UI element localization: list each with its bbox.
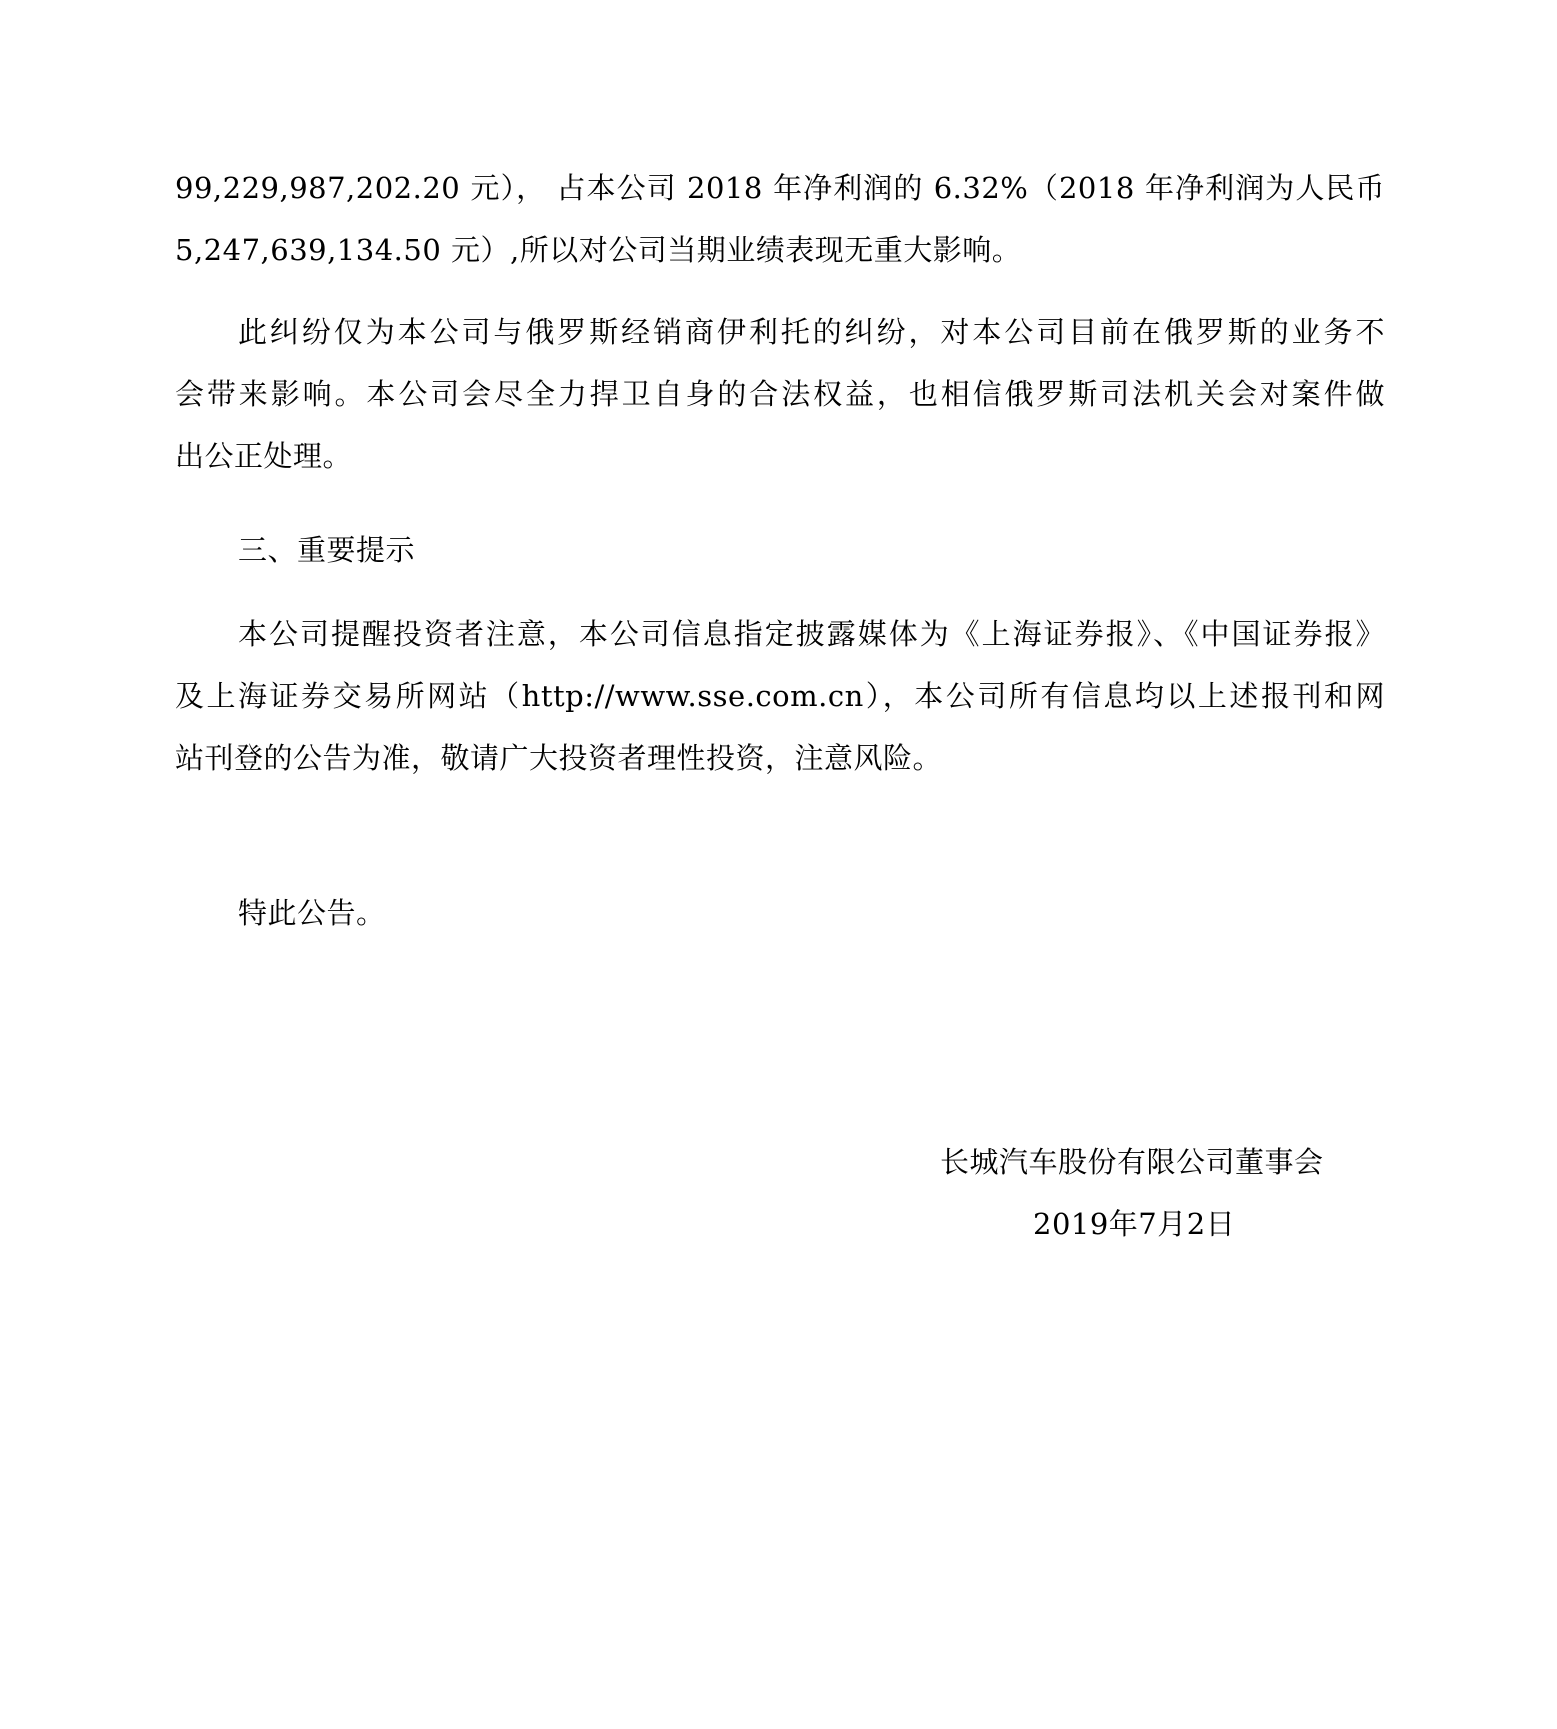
- paragraph-1-line-2: 5,247,639,134.50 元）,所以对公司当期业绩表现无重大影响。: [175, 233, 1022, 267]
- paragraph-1-line-1: 99,229,987,202.20 元）， 占本公司 2018 年净利润的 6.32%（2018 年净利润为人民币: [175, 171, 1385, 205]
- paragraph-2-line-1: 此纠纷仅为本公司与俄罗斯经销商伊利托的纠纷，对本公司目前在俄罗斯的业务不: [238, 315, 1385, 349]
- section-heading: 三、重要提示: [238, 533, 416, 567]
- closing-statement: 特此公告。: [238, 896, 386, 930]
- paragraph-3-line-2: 及上海证券交易所网站（http://www.sse.com.cn），本公司所有信息均以上述报刊和网: [175, 679, 1385, 713]
- signature-date: 2019年7月2日: [1033, 1207, 1236, 1241]
- paragraph-3-line-3: 站刊登的公告为准，敬请广大投资者理性投资，注意风险。: [175, 741, 943, 775]
- paragraph-3-line-1: 本公司提醒投资者注意，本公司信息指定披露媒体为《上海证券报》、《中国证券报》: [238, 617, 1385, 651]
- paragraph-2-line-2: 会带来影响。本公司会尽全力捍卫自身的合法权益，也相信俄罗斯司法机关会对案件做: [175, 377, 1385, 411]
- signature-company: 长城汽车股份有限公司董事会: [940, 1145, 1324, 1179]
- paragraph-2-line-3: 出公正处理。: [175, 439, 353, 473]
